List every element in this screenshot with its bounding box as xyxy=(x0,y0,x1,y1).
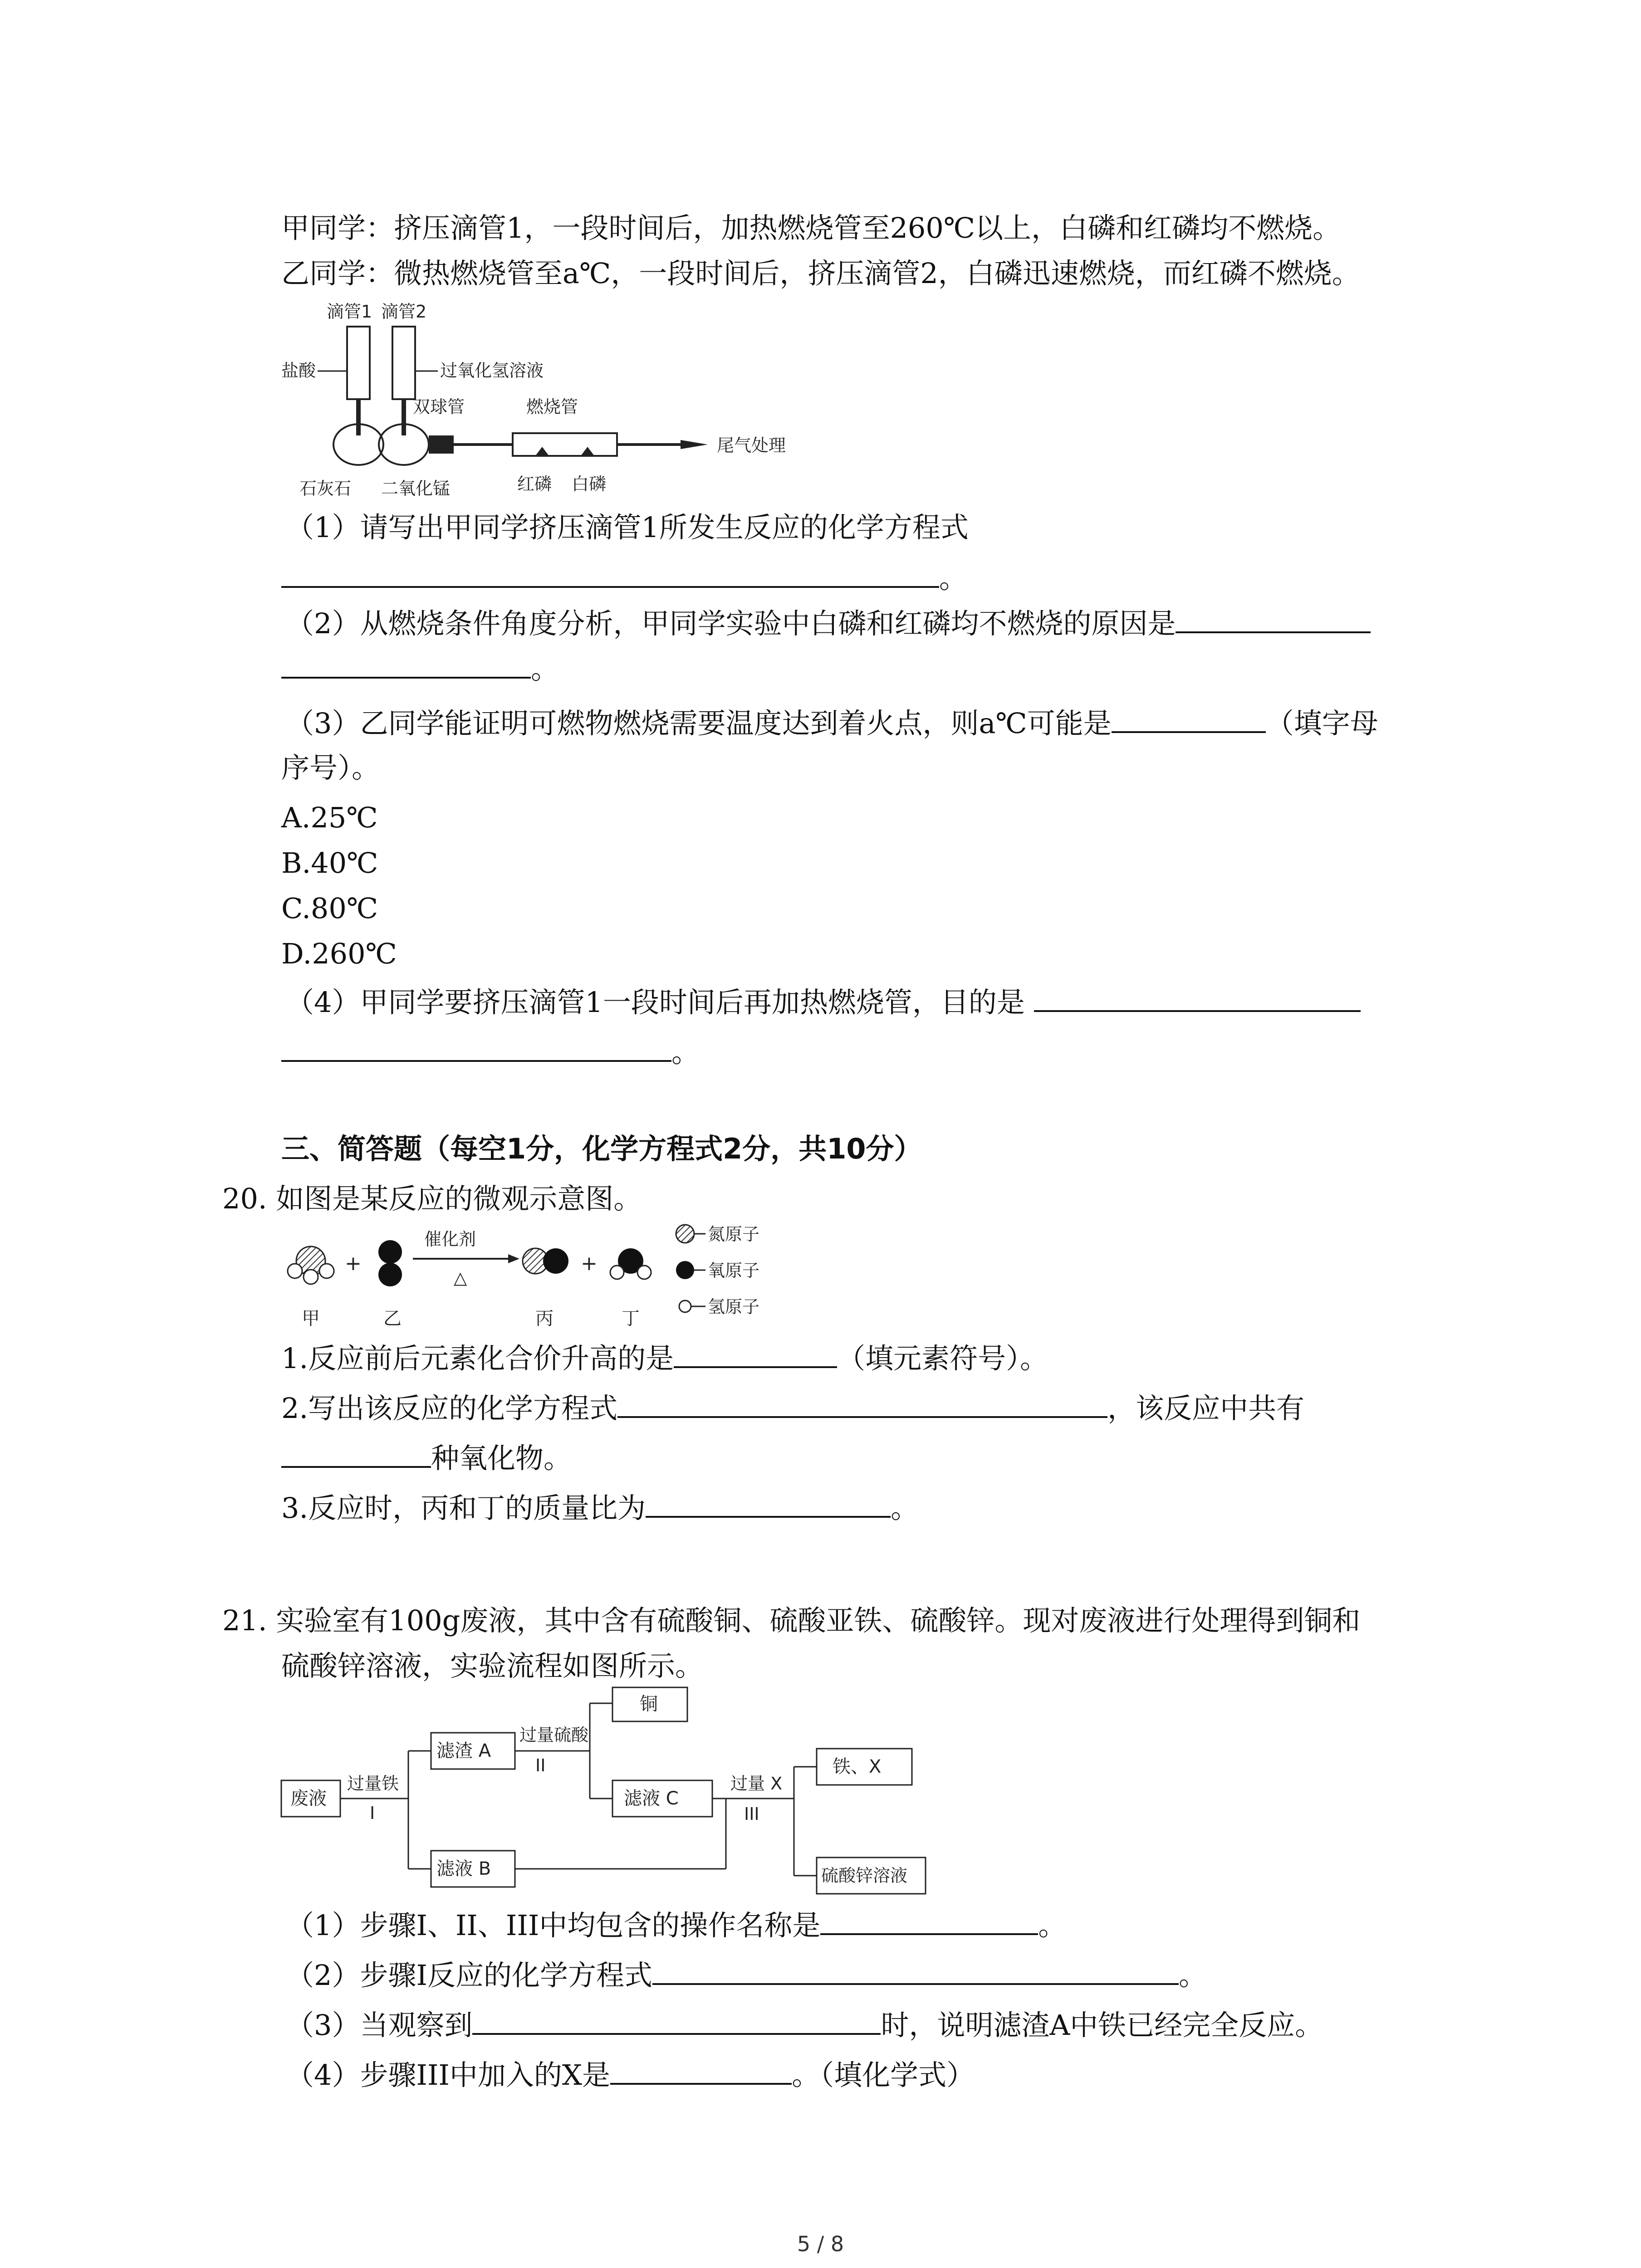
section3-title: 三、简答题（每空1分，化学方程式2分，共10分） xyxy=(281,1132,922,1165)
text-fe-x: 铁、X xyxy=(833,1756,882,1777)
text-filtrate-c: 滤液 C xyxy=(624,1788,679,1809)
q21-part4: （4）步骤III中加入的X是 。（填化学式） xyxy=(286,2055,975,2095)
q21-answer-blank-2[interactable] xyxy=(652,1955,1179,1985)
legend-h: 氢原子 xyxy=(708,1297,760,1317)
burn-tube-shape xyxy=(513,433,617,456)
burn-tube-label: 燃烧管 xyxy=(526,397,578,417)
heat-label: △ xyxy=(454,1268,467,1288)
option-a: A.25℃ xyxy=(281,801,378,834)
label-yi: 乙 xyxy=(383,1308,402,1329)
stopper xyxy=(429,435,454,454)
text-step2: II xyxy=(535,1755,546,1775)
dropper1-shape xyxy=(347,327,370,399)
text-step3: III xyxy=(744,1804,759,1824)
text-filtrate-b: 滤液 B xyxy=(436,1858,491,1879)
q19-part1-answer: 。 xyxy=(281,558,967,598)
h2o2-label: 过氧化氢溶液 xyxy=(440,361,544,381)
double-tube-label: 双球管 xyxy=(413,397,465,417)
q19-part4-cont: 。 xyxy=(281,1032,700,1072)
q21-stem-1: 21. 实验室有100g废液，其中含有硫酸铜、硫酸亚铁、硫酸锌。现对废液进行处理得到铜和 xyxy=(222,1604,1361,1637)
tail-gas-label: 尾气处理 xyxy=(717,435,786,455)
q21-answer-blank-3[interactable] xyxy=(472,2005,881,2035)
q19-answer-blank-3[interactable] xyxy=(1112,703,1266,733)
q20-answer-blank-2a[interactable] xyxy=(617,1388,1107,1418)
text-residue-a: 滤渣 A xyxy=(436,1740,491,1761)
dropper2-shape xyxy=(392,327,415,399)
page-number: 5 / 8 xyxy=(797,2232,844,2256)
apparatus-diagram xyxy=(272,299,786,513)
label-bing: 丙 xyxy=(535,1308,554,1329)
q19-part4: （4）甲同学要挤压滴管1一段时间后再加热燃烧管，目的是 xyxy=(286,982,1361,1022)
q21-answer-blank-4[interactable] xyxy=(610,2055,792,2085)
mno2-label: 二氧化锰 xyxy=(381,479,451,499)
q21-stem-2: 硫酸锌溶液，实验流程如图所示。 xyxy=(281,1649,704,1682)
q20-answer-blank-1[interactable] xyxy=(674,1338,837,1368)
label-jia: 甲 xyxy=(302,1308,320,1329)
legend-n: 氮原子 xyxy=(708,1224,760,1244)
q19-part3: （3）乙同学能证明可燃物燃烧需要温度达到着火点，则a℃可能是 （填字母 xyxy=(286,703,1378,743)
q20-sub3: 3.反应时，丙和丁的质量比为 。 xyxy=(281,1488,919,1528)
molecule-yi xyxy=(378,1240,402,1286)
q19-part3-cont: 序号）。 xyxy=(281,751,380,784)
red-p-label: 红磷 xyxy=(517,474,552,494)
q20-sub2: 2.写出该反应的化学方程式 ，该反应中共有 xyxy=(281,1388,1304,1428)
plus-2: + xyxy=(581,1252,598,1275)
hcl-label: 盐酸 xyxy=(281,361,316,381)
catalyst-label: 催化剂 xyxy=(424,1229,476,1249)
option-c: C.80℃ xyxy=(281,892,378,925)
text-excess-x: 过量 X xyxy=(730,1774,783,1794)
white-p-label: 白磷 xyxy=(572,474,607,494)
legend-o: 氧原子 xyxy=(708,1261,760,1281)
text-excess-fe: 过量铁 xyxy=(347,1774,399,1794)
q21-part1: （1）步骤I、II、III中均包含的操作名称是 。 xyxy=(286,1905,1066,1945)
flowchart xyxy=(272,1687,953,1914)
text-excess-h2so4: 过量硫酸 xyxy=(519,1725,589,1745)
q19-part2-cont: 。 xyxy=(281,649,559,689)
molecule-ding xyxy=(610,1248,651,1279)
jia-statement: 甲同学：挤压滴管1，一段时间后，加热燃烧管至260℃以上，白磷和红磷均不燃烧。 xyxy=(281,211,1341,244)
q19-answer-blank-2a[interactable] xyxy=(1176,603,1371,633)
q19-answer-blank-4b[interactable] xyxy=(281,1032,671,1062)
text-step1: I xyxy=(370,1803,375,1823)
q19-answer-blank-2b[interactable] xyxy=(281,649,531,679)
q21-part3: （3）当观察到 时，说明滤渣A中铁已经完全反应。 xyxy=(286,2005,1323,2045)
plus-1: + xyxy=(345,1252,362,1275)
q19-part2: （2）从燃烧条件角度分析，甲同学实验中白磷和红磷均不燃烧的原因是 xyxy=(286,603,1371,643)
q19-part1: （1）请写出甲同学挤压滴管1所发生反应的化学方程式 xyxy=(286,511,969,544)
option-b: B.40℃ xyxy=(281,846,378,880)
q20-answer-blank-2b[interactable] xyxy=(281,1438,431,1468)
molecule-jia xyxy=(288,1246,334,1284)
option-d: D.260℃ xyxy=(281,937,397,970)
q20-stem: 20. 如图是某反应的微观示意图。 xyxy=(222,1182,642,1215)
q19-answer-blank-1[interactable] xyxy=(281,558,939,588)
label-ding: 丁 xyxy=(622,1308,640,1329)
reaction-diagram xyxy=(272,1220,817,1334)
molecule-bing xyxy=(523,1248,568,1274)
q20-sub1: 1.反应前后元素化合价升高的是 （填元素符号）。 xyxy=(281,1338,1048,1378)
text-znso4: 硫酸锌溶液 xyxy=(821,1866,908,1886)
q21-answer-blank-1[interactable] xyxy=(820,1905,1038,1935)
limestone-label: 石灰石 xyxy=(299,479,352,499)
q20-answer-blank-3[interactable] xyxy=(646,1488,891,1518)
q21-part2: （2）步骤I反应的化学方程式 。 xyxy=(286,1955,1207,1995)
yi-statement: 乙同学：微热燃烧管至a℃，一段时间后，挤压滴管2，白磷迅速燃烧，而红磷不燃烧。 xyxy=(281,257,1360,290)
q20-sub2-cont: 种氧化物。 xyxy=(281,1438,572,1478)
dropper1-label: 滴管1 xyxy=(327,302,372,322)
text-waste: 废液 xyxy=(290,1788,327,1809)
dropper2-label: 滴管2 xyxy=(381,302,427,322)
text-copper: 铜 xyxy=(640,1694,658,1715)
q19-answer-blank-4a[interactable] xyxy=(1034,982,1361,1012)
